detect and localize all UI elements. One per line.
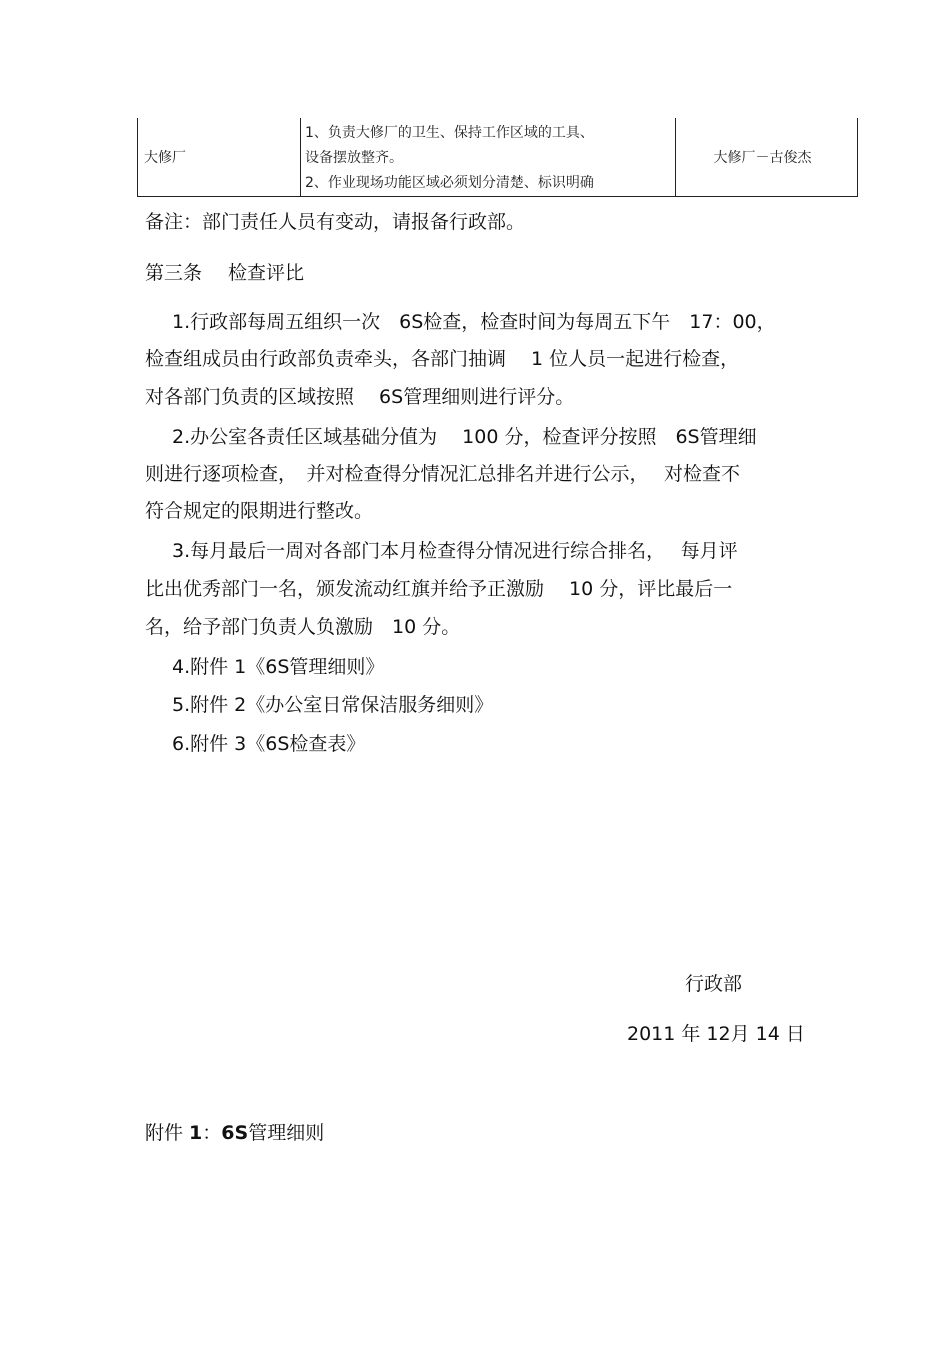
duty-line: 2、作业现场功能区域必须划分清楚、标识明确 xyxy=(305,175,594,191)
attachment-heading xyxy=(145,1120,324,1146)
paragraph-6: 6.附件 3《6S检查表》 xyxy=(172,733,366,755)
paragraph-3-line-1: 3.每月最后一周对各部门本月检查得分情况进行综合排名， 每月评 xyxy=(172,540,738,562)
duty-line: 1、负责大修厂的卫生、保持工作区域的工具、 xyxy=(305,125,594,141)
paragraph-1-line-2: 检查组成员由行政部负责牵头，各部门抽调 1 位人员一起进行检查， xyxy=(145,348,740,370)
paragraph-3-line-2: 比出优秀部门一名，颁发流动红旗并给予正激励 10 分，评比最后一 xyxy=(145,578,733,600)
responsibility-table xyxy=(137,118,858,197)
duty-line: 设备摆放整齐。 xyxy=(305,150,403,166)
attachment-prefix: 附件 xyxy=(145,1122,190,1144)
attachment-code: 6S xyxy=(221,1122,249,1144)
table-cell-dept: 大修厂 xyxy=(138,118,301,196)
paragraph-2-line-2: 则进行逐项检查， 并对检查得分情况汇总排名并进行公示， 对检查不 xyxy=(145,463,741,485)
table-cell-person: 大修厂－古俊杰 xyxy=(713,150,812,166)
article-title: 检查评比 xyxy=(228,262,305,284)
paragraph-1-line-1: 1.行政部每周五组织一次 6S检查，检查时间为每周五下午 17：00， xyxy=(172,311,776,333)
paragraph-1-line-3: 对各部门负责的区域按照 6S管理细则进行评分。 xyxy=(145,386,575,408)
attachment-number: 1 xyxy=(189,1122,203,1144)
table-cell-duties xyxy=(301,118,676,196)
paragraph-4: 4.附件 1《6S管理细则》 xyxy=(172,656,385,678)
article-heading xyxy=(145,260,304,286)
paragraph-5: 5.附件 2《办公室日常保洁服务细则》 xyxy=(172,694,494,716)
attachment-title: 管理细则 xyxy=(248,1122,325,1144)
signature-date: 2011 年 12月 14 日 xyxy=(627,1023,805,1045)
article-number: 第三条 xyxy=(145,262,203,284)
paragraph-2-line-3: 符合规定的限期进行整改。 xyxy=(145,500,374,522)
remark-note: 备注：部门责任人员有变动，请报备行政部。 xyxy=(145,211,526,233)
paragraph-3-line-3: 名，给予部门负责人负激励 10 分。 xyxy=(145,616,461,638)
attachment-separator: ： xyxy=(202,1122,222,1144)
signature-dept: 行政部 xyxy=(685,973,743,995)
paragraph-2-line-1: 2.办公室各责任区域基础分值为 100 分，检查评分按照 6S管理细 xyxy=(172,426,757,448)
